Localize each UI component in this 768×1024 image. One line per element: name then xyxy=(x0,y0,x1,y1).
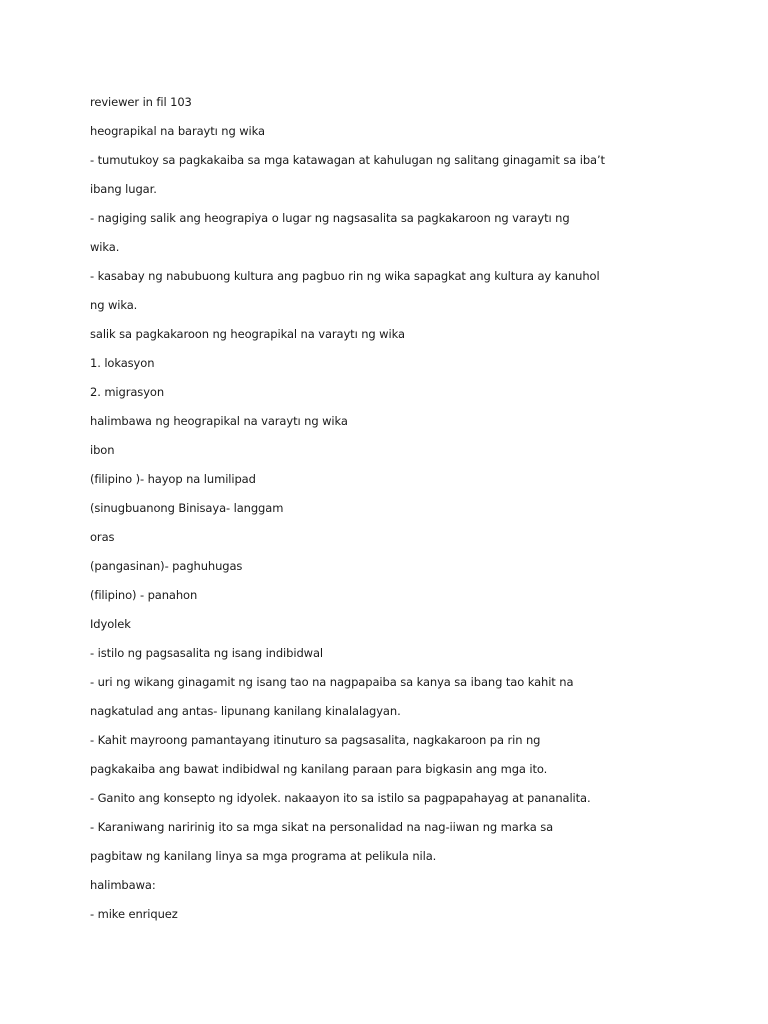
section-heading: halimbawa ng heograpikal na varaytı ng wika xyxy=(90,414,348,428)
document-text xyxy=(90,92,700,933)
text-line: ng wika. xyxy=(90,298,138,312)
list-item: 1. lokasyon xyxy=(90,356,155,370)
text-line: pagbitaw ng kanilang linya sa mga programa at pelikula nila. xyxy=(90,849,437,863)
text-line: - uri ng wikang ginagamit ng isang tao na nagpapaiba sa kanya sa ibang tao kahit na xyxy=(90,675,574,689)
text-line: (pangasinan)- paghuhugas xyxy=(90,559,243,573)
text-line: pagkakaiba ang bawat indibidwal ng kanilang paraan para bigkasin ang mga ito. xyxy=(90,762,548,776)
text-line: - Karaniwang naririnig ito sa mga sikat na personalidad na nag-iiwan ng marka sa xyxy=(90,820,554,834)
text-line: ibon xyxy=(90,443,115,457)
text-line: (filipino) - panahon xyxy=(90,588,198,602)
text-line: ibang lugar. xyxy=(90,182,157,196)
text-line: - kasabay ng nabubuong kultura ang pagbuo rin ng wika sapagkat ang kultura ay kanuhol xyxy=(90,269,600,283)
text-line: - istilo ng pagsasalita ng isang indibidwal xyxy=(90,646,323,660)
text-line: - Kahit mayroong pamantayang itinuturo sa pagsasalita, nagkakaroon pa rin ng xyxy=(90,733,541,747)
text-line: (sinugbuanong Binisaya- langgam xyxy=(90,501,284,515)
text-line: nagkatulad ang antas- lipunang kanilang kinalalagyan. xyxy=(90,704,401,718)
section-heading: salik sa pagkakaroon ng heograpikal na varaytı ng wika xyxy=(90,327,405,341)
text-line: - Ganito ang konsepto ng idyolek. nakaayon ito sa istilo sa pagpapahayag at pananalita. xyxy=(90,791,591,805)
text-line: - mike enriquez xyxy=(90,907,178,921)
list-item: 2. migrasyon xyxy=(90,385,165,399)
section-heading: Idyolek xyxy=(90,617,131,631)
text-line: halimbawa: xyxy=(90,878,156,892)
text-line: - nagiging salik ang heograpiya o lugar ng nagsasalita sa pagkakaroon ng varaytı ng xyxy=(90,211,570,225)
text-line: oras xyxy=(90,530,115,544)
text-line: wika. xyxy=(90,240,120,254)
text-line: - tumutukoy sa pagkakaiba sa mga katawagan at kahulugan ng salitang ginagamit sa iba’t xyxy=(90,153,605,167)
section-heading: heograpikal na baraytı ng wika xyxy=(90,124,265,138)
doc-title: reviewer in fil 103 xyxy=(90,95,192,109)
text-line: (filipino )- hayop na lumilipad xyxy=(90,472,256,486)
